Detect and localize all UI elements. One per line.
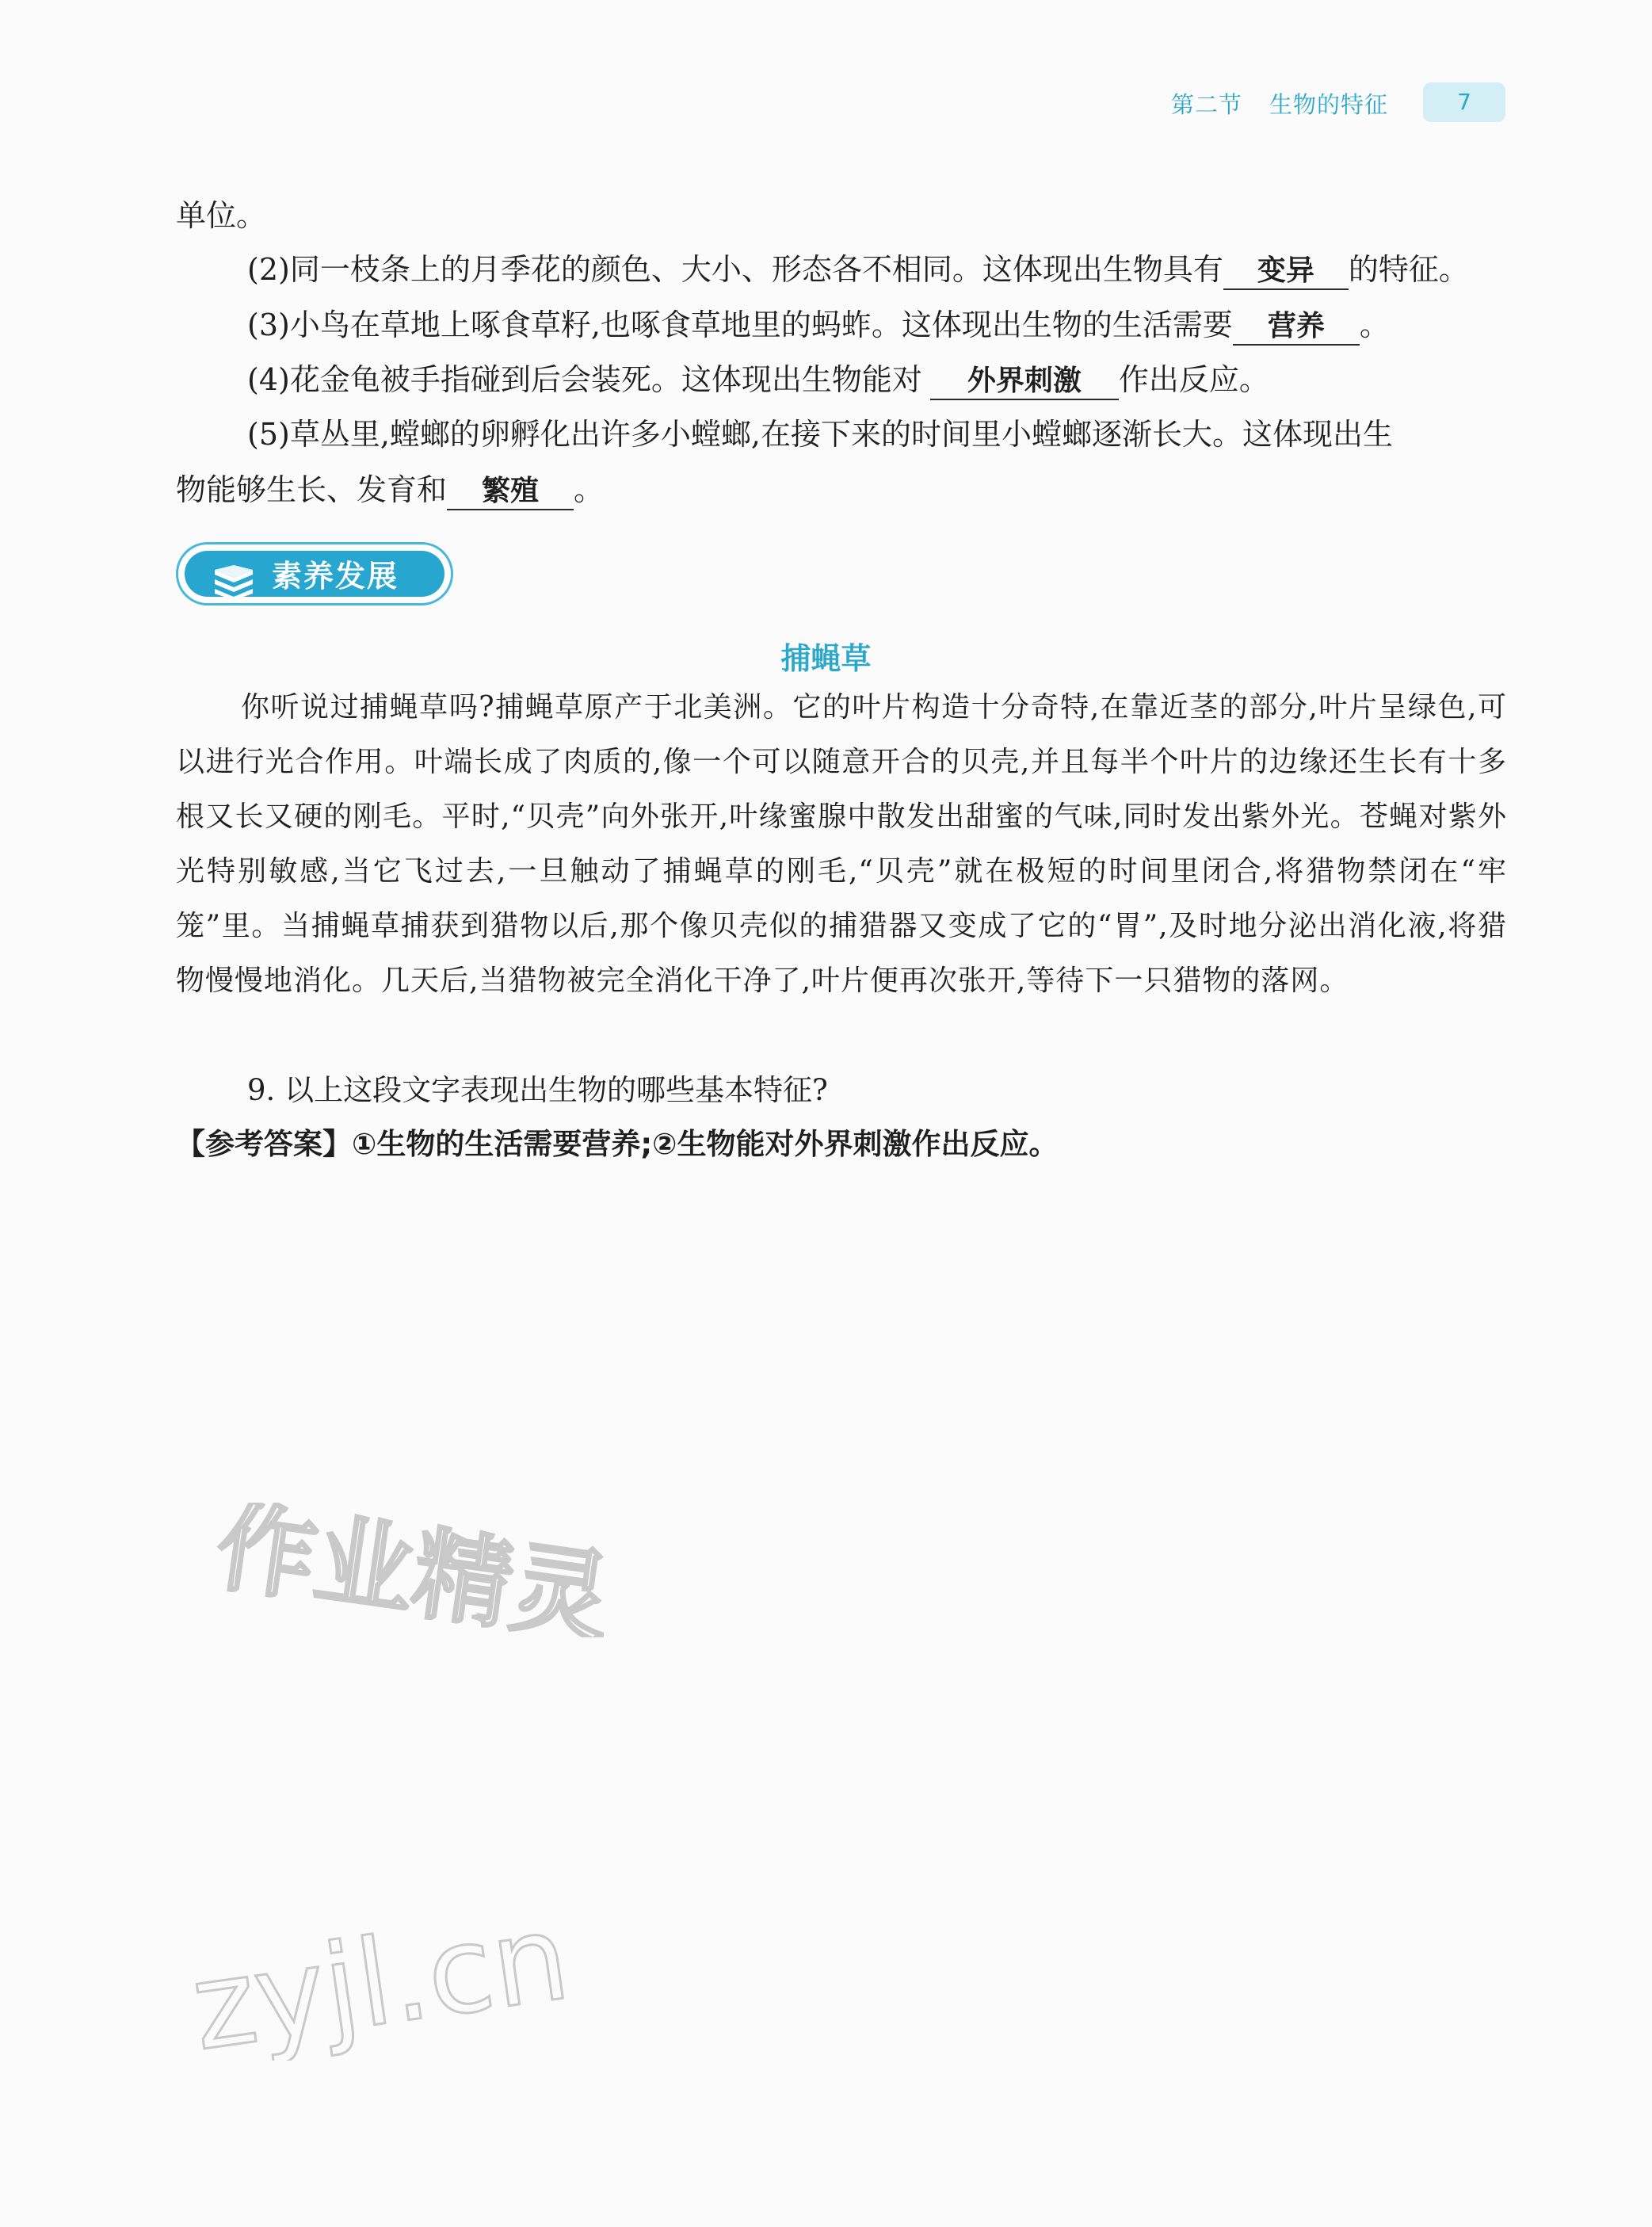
item-3 bbox=[247, 306, 1390, 346]
item-text: (3)小鸟在草地上啄食草籽,也啄食草地里的蚂蚱。这体现出生物的生活需要 bbox=[247, 308, 1233, 342]
item-text-end: 的特征。 bbox=[1348, 252, 1469, 287]
item-5 bbox=[247, 415, 1393, 453]
watermark-logo bbox=[208, 1503, 604, 1641]
answer-blank: 外界刺激 bbox=[930, 364, 1119, 400]
item-text-end: 。 bbox=[1359, 308, 1390, 342]
answer-blank: 营养 bbox=[1233, 309, 1360, 346]
chapter-title: 生物的特征 bbox=[1269, 91, 1389, 118]
answer-blank: 变异 bbox=[1223, 254, 1349, 290]
section-banner bbox=[176, 542, 453, 605]
item-text-end: 作出反应。 bbox=[1118, 362, 1269, 397]
text-line bbox=[176, 197, 266, 235]
watermark-text: 作业精灵 bbox=[209, 1503, 604, 1637]
running-head bbox=[0, 81, 1652, 125]
item-text: (2)同一枝条上的月季花的颜色、大小、形态各不相同。这体现出生物具有 bbox=[247, 252, 1223, 287]
page-number: 7 bbox=[1423, 82, 1505, 122]
item-text: (5)草丛里,螳螂的卵孵化出许多小螳螂,在接下来的时间里小螳螂逐渐长大。这体现出生 bbox=[247, 417, 1393, 452]
reference-answer: 【参考答案】①生物的生活需要营养;②生物能对外界刺激作出反应。 bbox=[176, 1127, 1059, 1161]
item-text-end: 。 bbox=[574, 472, 605, 507]
item-4 bbox=[247, 361, 1269, 400]
section-banner-label: 素养发展 bbox=[272, 559, 399, 594]
section-label: 第二节 bbox=[1171, 91, 1243, 118]
watermark-url bbox=[184, 1902, 612, 2064]
item-text: 物能够生长、发育和 bbox=[176, 472, 448, 507]
item-2 bbox=[247, 250, 1469, 290]
item-5-cont bbox=[176, 471, 604, 510]
section-banner-fill bbox=[185, 551, 444, 597]
answer-blank: 繁殖 bbox=[447, 474, 574, 510]
reading-paragraph: 你听说过捕蝇草吗?捕蝇草原产于北美洲。它的叶片构造十分奇特,在靠近茎的部分,叶片呈绿色,可以进行光合作用。叶端长成了肉质的,像一个可以随意开合的贝壳,并且每半个叶片的边缘还生长有十多根又长又硬的刚毛。平时,“贝壳”向外张开,叶缘蜜腺中散发出甜蜜的气味,同时发出紫外光。苍蝇对紫外光特别敏感,当它飞过去,一旦触动了捕蝇草的刚毛,“贝壳”就在极短的时间里闭合,将猎物禁闭在“牢笼”里。当捕蝇草捕获到猎物以后,那个像贝壳似的捕猎器又变成了它的“胃”,及时地分泌出消化液,将猎物慢慢地消化。几天后,当猎物被完全消化干净了,叶片便再次张开,等待下一只猎物的落网。 bbox=[176, 691, 1507, 997]
books-icon bbox=[212, 565, 256, 600]
watermark-text: zyjl.cn bbox=[184, 1902, 577, 2061]
line-text: 单位。 bbox=[176, 198, 267, 233]
reading-title: 捕蝇草 bbox=[780, 641, 872, 676]
item-text: (4)花金龟被手指碰到后会装死。这体现出生物能对 bbox=[247, 362, 922, 397]
question-9: 9. 以上这段文字表现出生物的哪些基本特征? bbox=[247, 1073, 828, 1107]
